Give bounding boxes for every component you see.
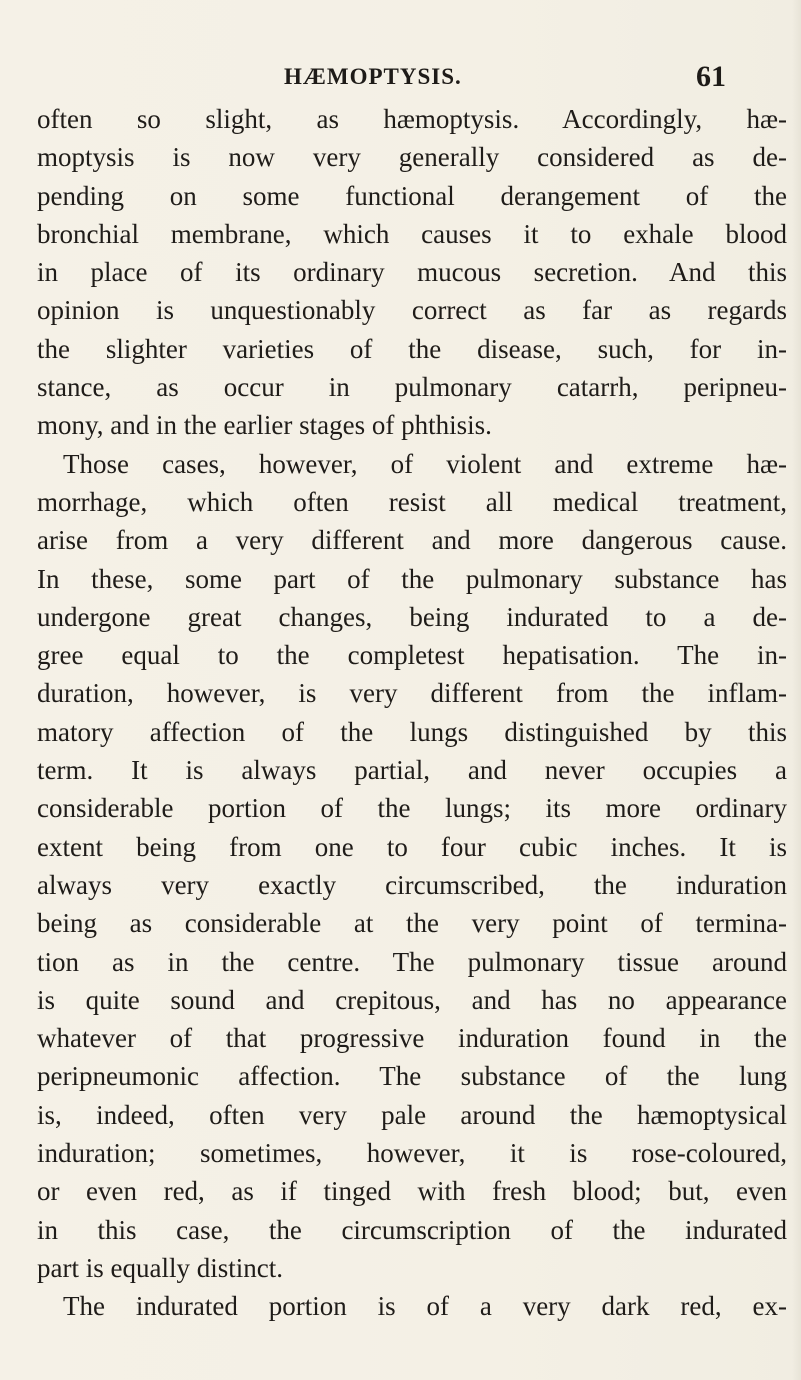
text-line: In these, some part of the pulmonary substance has (37, 563, 787, 594)
text-line: Those cases, however, of violent and extreme hæ- (63, 448, 787, 479)
text-line: gree equal to the completest hepatisation. The in- (37, 640, 787, 671)
text-line: stance, as occur in pulmonary catarrh, peripneu- (37, 372, 787, 403)
page-edge-shadow (792, 0, 801, 1380)
text-line: part is equally distinct. (37, 1252, 283, 1283)
text-line: in place of its ordinary mucous secretion. And this (37, 257, 787, 288)
text-line: bronchial membrane, which causes it to exhale blood (37, 218, 787, 249)
text-line: matory affection of the lungs distinguished by this (37, 716, 787, 747)
text-line: term. It is always partial, and never occupies a (37, 755, 787, 786)
text-line: induration; sometimes, however, it is rose-coloured, (37, 1138, 787, 1169)
text-line: often so slight, as hæmoptysis. Accordingly, hæ- (37, 104, 787, 134)
page-number: 61 (696, 60, 726, 93)
text-line: tion as in the centre. The pulmonary tissue around (37, 946, 787, 977)
text-line: mony, and in the earlier stages of phthisis. (37, 410, 492, 441)
text-line: moptysis is now very generally considered as de- (37, 142, 787, 173)
text-line: extent being from one to four cubic inches. It is (37, 831, 787, 862)
text-line: The indurated portion is of a very dark red, ex- (63, 1291, 787, 1322)
text-line: peripneumonic affection. The substance of the lung (37, 1061, 787, 1092)
text-line: always very exactly circumscribed, the induration (37, 869, 787, 900)
text-line: whatever of that progressive induration found in the (37, 1023, 787, 1054)
text-line: considerable portion of the lungs; its more ordinary (37, 793, 787, 824)
text-line: or even red, as if tinged with fresh blood; but, even (37, 1176, 787, 1207)
text-line: undergone great changes, being indurated to a de- (37, 601, 787, 632)
text-line: in this case, the circumscription of the indurated (37, 1214, 787, 1245)
chapter-title: HÆMOPTYSIS. (284, 64, 462, 89)
text-line: duration, however, is very different from the inflam- (37, 678, 787, 709)
text-line: is, indeed, often very pale around the hæmoptysical (37, 1099, 787, 1130)
text-line: morrhage, which often resist all medical treatment, (37, 486, 787, 517)
text-line: opinion is unquestionably correct as far as regards (37, 295, 787, 326)
text-line: is quite sound and crepitous, and has no appearance (37, 984, 787, 1015)
text-line: arise from a very different and more dangerous cause. (37, 525, 787, 556)
text-line: the slighter varieties of the disease, such, for in- (37, 333, 787, 364)
body-text (37, 100, 787, 1326)
running-head (0, 60, 801, 100)
text-line: being as considerable at the very point of termina- (37, 908, 787, 939)
text-line: pending on some functional derangement of the (37, 180, 787, 211)
